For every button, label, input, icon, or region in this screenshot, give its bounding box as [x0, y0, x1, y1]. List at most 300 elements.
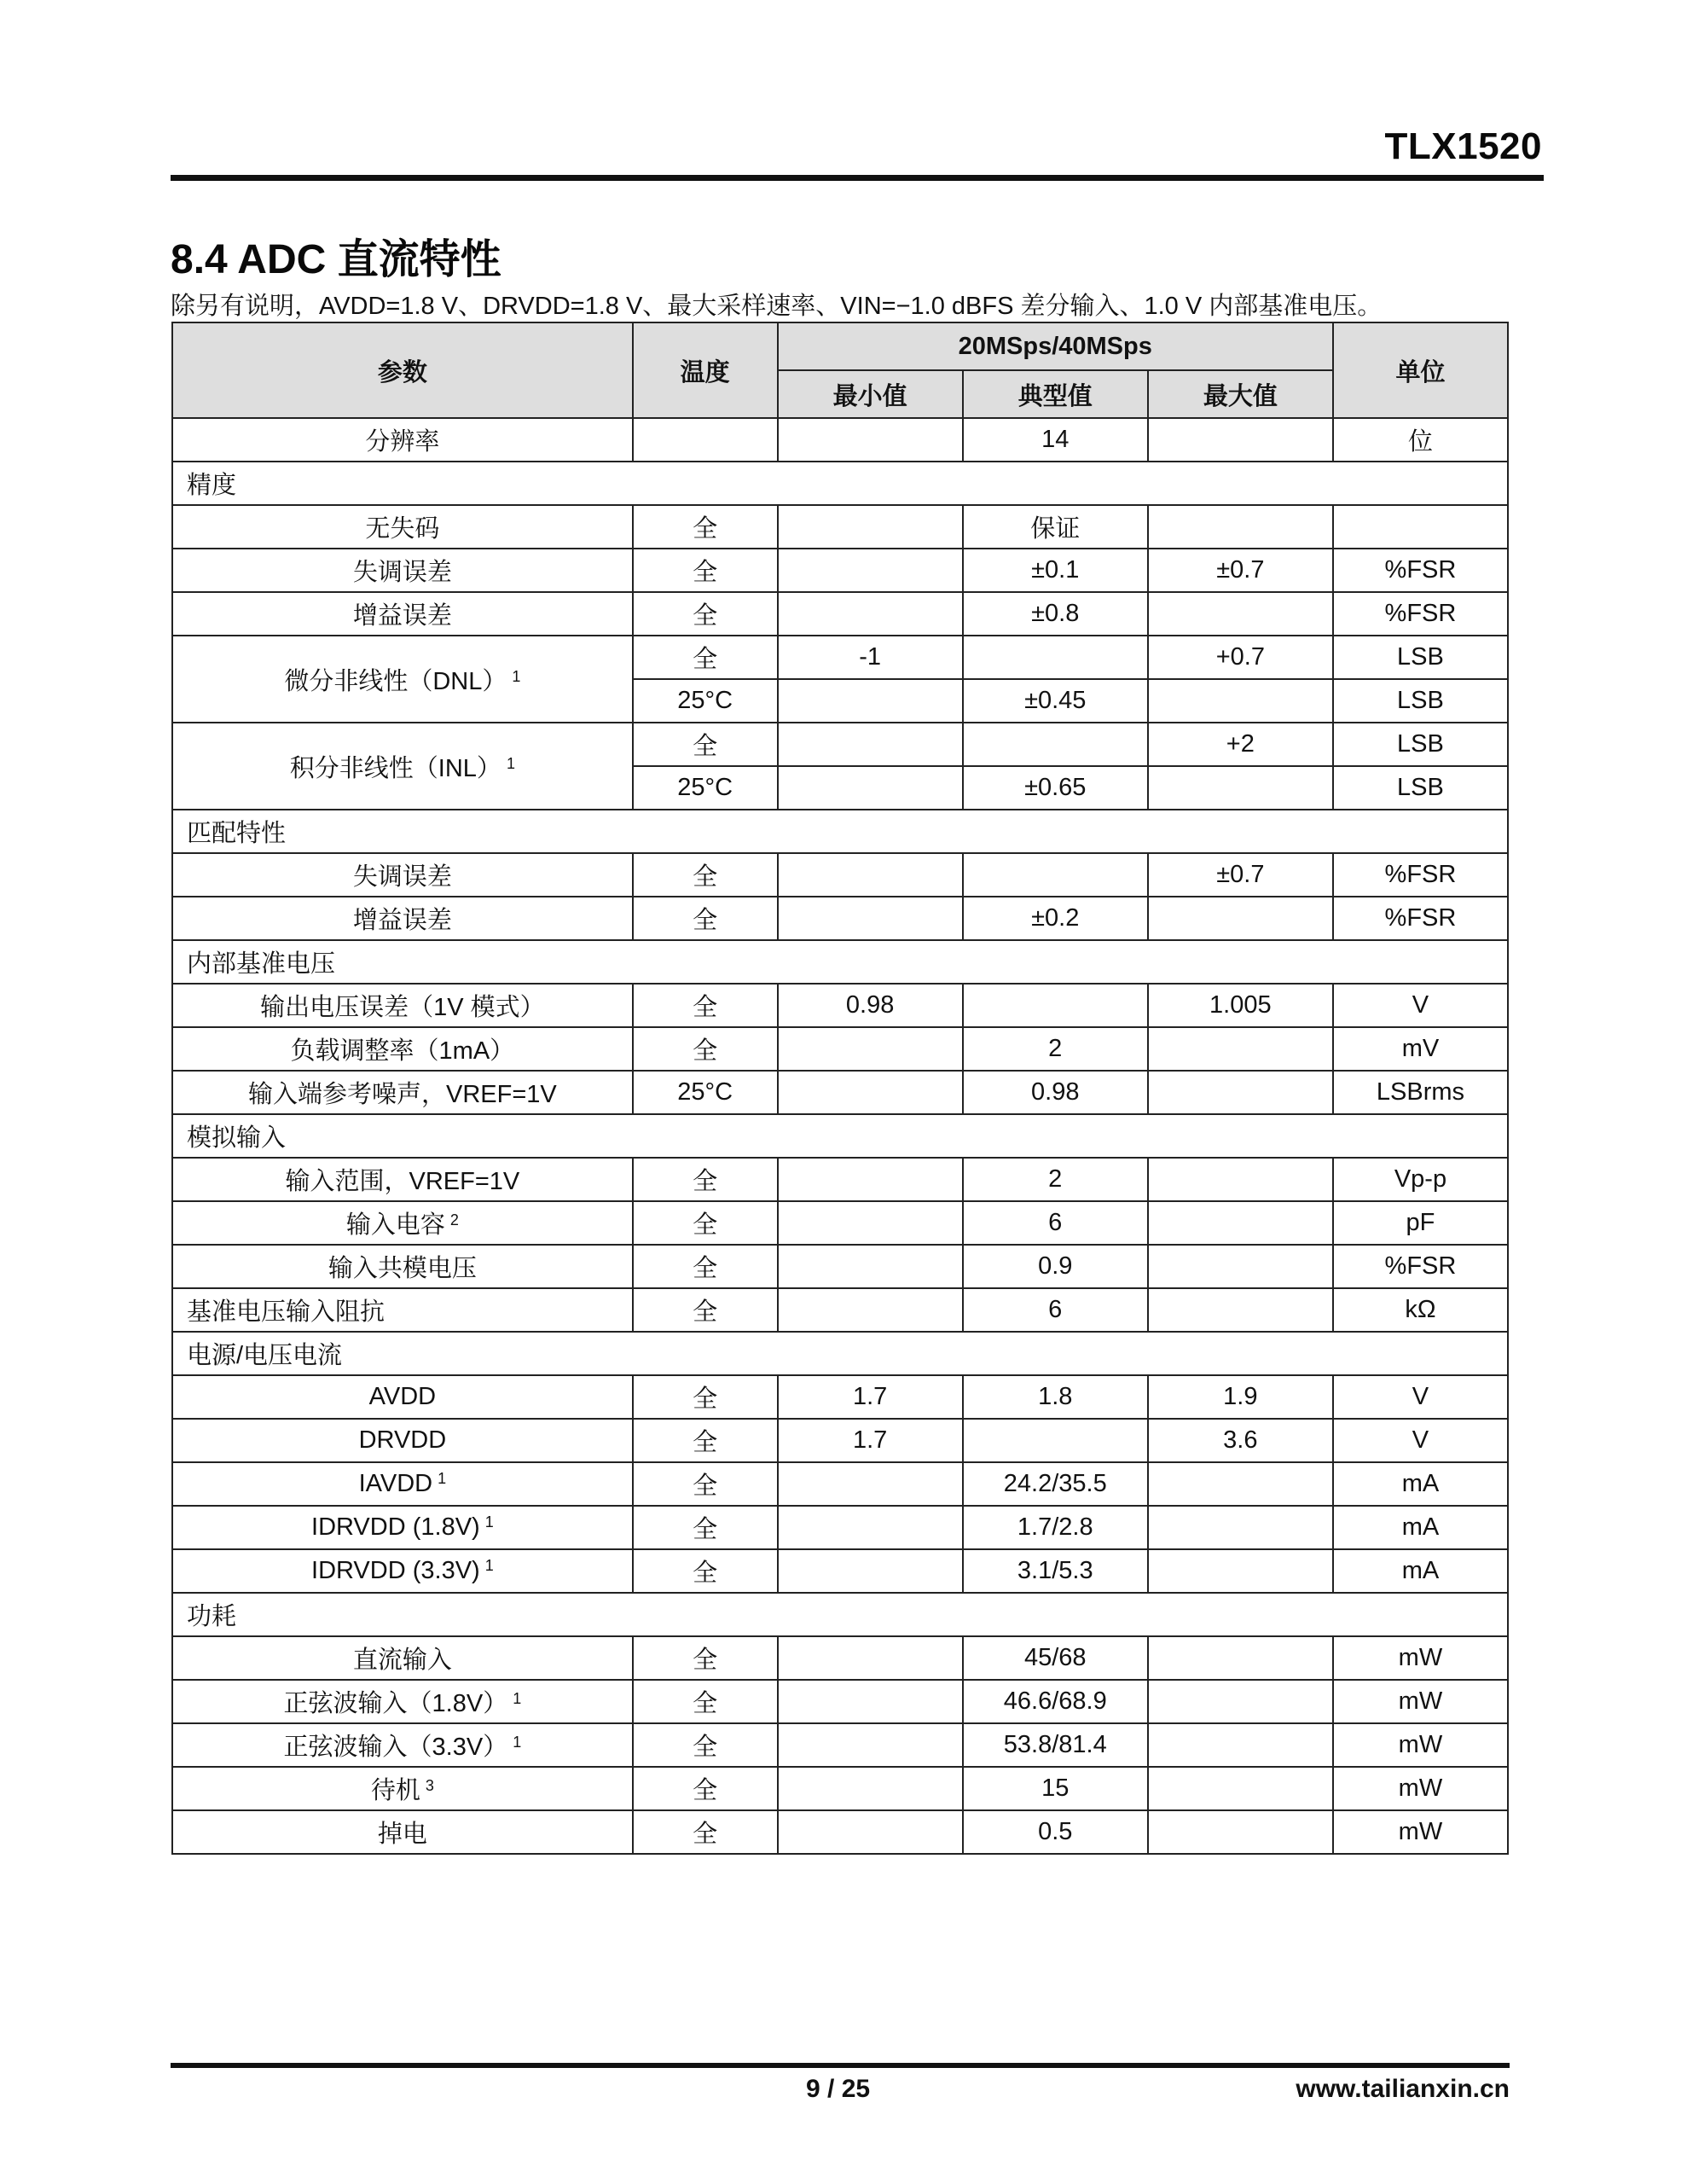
min-cell — [778, 1810, 963, 1854]
typ-cell — [963, 679, 1148, 723]
unit-cell — [1333, 1201, 1508, 1245]
max-cell — [1148, 1027, 1333, 1071]
typ-cell-text: 45/68 — [1023, 1644, 1087, 1671]
temp-cell — [633, 723, 778, 766]
section-row — [172, 940, 1508, 984]
typ-cell — [963, 1158, 1148, 1201]
typ-cell-text: 2 — [1048, 1165, 1063, 1193]
footnote-marker: 2 — [449, 1211, 459, 1228]
temp-cell — [633, 1245, 778, 1288]
footnote-marker: 1 — [513, 1734, 522, 1751]
min-cell-text: -1 — [859, 643, 882, 671]
footnote-marker: 1 — [513, 1690, 522, 1707]
param-cell-text: 输出电压误差（1V 模式） — [260, 994, 545, 1021]
temp-cell-text: 全 — [693, 1560, 718, 1587]
table-row — [172, 1419, 1508, 1462]
min-cell-text: 1.7 — [852, 1426, 888, 1454]
max-cell — [1148, 1810, 1333, 1854]
temp-cell-text: 全 — [693, 907, 718, 934]
param-cell — [172, 897, 633, 940]
typ-cell — [963, 723, 1148, 766]
param-cell-text: 待机 — [370, 1777, 420, 1804]
unit-cell — [1333, 1549, 1508, 1593]
typ-cell-text: 0.98 — [1031, 1078, 1080, 1106]
section-label — [172, 1593, 1508, 1636]
temp-cell-text: 全 — [693, 1385, 718, 1413]
max-cell — [1148, 723, 1333, 766]
typ-cell-text: 24.2/35.5 — [1003, 1470, 1107, 1497]
dc-characteristics-table — [171, 322, 1509, 1855]
param-cell — [172, 1375, 633, 1419]
temp-cell-text: 全 — [693, 1255, 718, 1282]
section-label-text: 功耗 — [187, 1603, 237, 1630]
temp-cell — [633, 1158, 778, 1201]
unit-cell — [1333, 1027, 1508, 1071]
max-cell-text: 1.005 — [1209, 991, 1272, 1019]
param-cell-text: 积分非线性（INL） — [289, 754, 501, 782]
typ-cell — [963, 1810, 1148, 1854]
unit-cell-text: LSB — [1397, 774, 1444, 801]
section-row — [172, 1593, 1508, 1636]
typ-cell-text: 14 — [1041, 426, 1070, 453]
temp-cell-text: 全 — [693, 515, 718, 543]
temp-cell — [633, 1506, 778, 1549]
table-row — [172, 984, 1508, 1027]
max-cell — [1148, 1723, 1333, 1767]
max-cell — [1148, 1767, 1333, 1810]
min-cell — [778, 1680, 963, 1723]
temp-cell — [633, 679, 778, 723]
section-label — [172, 1114, 1508, 1158]
typ-cell — [963, 636, 1148, 679]
unit-cell — [1333, 1419, 1508, 1462]
unit-cell-text: %FSR — [1384, 904, 1457, 932]
typ-cell — [963, 549, 1148, 592]
table-row — [172, 1375, 1508, 1419]
table-row — [172, 636, 1508, 679]
min-cell — [778, 636, 963, 679]
unit-cell — [1333, 984, 1508, 1027]
min-cell — [778, 1375, 963, 1419]
unit-cell — [1333, 505, 1508, 549]
unit-cell-text: mV — [1401, 1035, 1440, 1062]
table-row — [172, 853, 1508, 897]
table-row — [172, 1158, 1508, 1201]
param-cell-text: 输入端参考噪声，VREF=1V — [248, 1081, 557, 1108]
param-cell-text: IAVDD — [358, 1470, 433, 1497]
param-cell-text: AVDD — [368, 1383, 437, 1410]
table-header-row — [172, 322, 1508, 370]
param-cell-text: 微分非线性（DNL） — [284, 667, 507, 695]
max-cell — [1148, 1245, 1333, 1288]
unit-cell — [1333, 1245, 1508, 1288]
typ-cell-text: ±0.65 — [1024, 774, 1087, 801]
max-cell — [1148, 853, 1333, 897]
footnote-marker: 1 — [512, 667, 521, 685]
min-cell — [778, 1636, 963, 1680]
section-row — [172, 810, 1508, 853]
min-cell-text: 1.7 — [852, 1383, 888, 1410]
temp-cell — [633, 1027, 778, 1071]
unit-cell-text: V — [1412, 1383, 1429, 1410]
typ-cell — [963, 1375, 1148, 1419]
min-cell — [778, 1462, 963, 1506]
typ-cell — [963, 1201, 1148, 1245]
param-cell — [172, 1419, 633, 1462]
unit-cell-text: 位 — [1407, 428, 1433, 456]
unit-cell-text: mW — [1398, 1774, 1443, 1802]
unit-cell — [1333, 1158, 1508, 1201]
typ-cell — [963, 1071, 1148, 1114]
max-cell — [1148, 1375, 1333, 1419]
min-cell — [778, 679, 963, 723]
max-cell — [1148, 418, 1333, 462]
temp-cell — [633, 1549, 778, 1593]
max-cell — [1148, 549, 1333, 592]
max-cell-text: 3.6 — [1223, 1426, 1258, 1454]
temp-cell-text: 全 — [693, 559, 718, 586]
typ-cell-text: 46.6/68.9 — [1003, 1687, 1107, 1715]
typ-cell — [963, 1723, 1148, 1767]
max-cell-text: 1.9 — [1223, 1383, 1258, 1410]
temp-cell-text: 全 — [693, 1211, 718, 1239]
param-cell — [172, 636, 633, 723]
temp-cell — [633, 418, 778, 462]
header-group: 20MSps/40MSps — [778, 322, 1333, 370]
temp-cell — [633, 1462, 778, 1506]
param-cell — [172, 1201, 633, 1245]
section-row — [172, 1332, 1508, 1375]
section-row — [172, 462, 1508, 505]
unit-cell — [1333, 1288, 1508, 1332]
param-cell-text: 掉电 — [377, 1821, 427, 1848]
typ-cell — [963, 1767, 1148, 1810]
max-cell — [1148, 1549, 1333, 1593]
max-cell — [1148, 1201, 1333, 1245]
table-row — [172, 897, 1508, 940]
min-cell — [778, 1071, 963, 1114]
unit-cell — [1333, 549, 1508, 592]
param-cell — [172, 1680, 633, 1723]
unit-cell — [1333, 1680, 1508, 1723]
max-cell — [1148, 1071, 1333, 1114]
unit-cell — [1333, 766, 1508, 810]
footnote-marker: 1 — [484, 1557, 494, 1574]
unit-cell-text: mA — [1401, 1513, 1440, 1541]
unit-cell-text: LSB — [1397, 687, 1444, 714]
table-row — [172, 1071, 1508, 1114]
unit-cell — [1333, 1636, 1508, 1680]
footnote-marker: 1 — [484, 1513, 494, 1531]
temp-cell-text: 25°C — [677, 1078, 733, 1106]
unit-cell — [1333, 1071, 1508, 1114]
temp-cell-text: 全 — [693, 602, 718, 630]
param-cell — [172, 1723, 633, 1767]
section-label — [172, 1332, 1508, 1375]
table-row — [172, 418, 1508, 462]
typ-cell — [963, 766, 1148, 810]
section-label-text: 内部基准电压 — [187, 950, 336, 978]
param-cell — [172, 1636, 633, 1680]
section-label — [172, 462, 1508, 505]
unit-cell-text: LSB — [1397, 643, 1444, 671]
unit-cell — [1333, 853, 1508, 897]
unit-cell-text: mA — [1401, 1557, 1440, 1584]
temp-cell — [633, 1767, 778, 1810]
temp-cell-text: 全 — [693, 1516, 718, 1543]
param-cell-text: 输入共模电压 — [328, 1255, 477, 1282]
unit-cell-text: Vp-p — [1394, 1165, 1447, 1193]
param-cell — [172, 418, 633, 462]
min-cell — [778, 418, 963, 462]
unit-cell — [1333, 897, 1508, 940]
max-cell — [1148, 1506, 1333, 1549]
temp-cell-text: 全 — [693, 1647, 718, 1674]
unit-cell-text: mW — [1398, 1731, 1443, 1758]
header-max: 最大值 — [1148, 370, 1333, 418]
max-cell-text: +0.7 — [1215, 643, 1265, 671]
param-cell-text: 基准电压输入阻抗 — [187, 1298, 386, 1326]
min-cell — [778, 1506, 963, 1549]
param-cell-text: 无失码 — [365, 515, 440, 543]
unit-cell-text: pF — [1406, 1209, 1435, 1236]
min-cell — [778, 766, 963, 810]
temp-cell-text: 25°C — [677, 774, 733, 801]
param-cell — [172, 723, 633, 810]
temp-cell-text: 全 — [693, 1472, 718, 1500]
temp-cell-text: 全 — [693, 1734, 718, 1761]
param-cell-text: DRVDD — [358, 1426, 447, 1454]
typ-cell — [963, 1245, 1148, 1288]
max-cell — [1148, 679, 1333, 723]
typ-cell-text: 2 — [1048, 1035, 1063, 1062]
typ-cell — [963, 418, 1148, 462]
typ-cell-text: 15 — [1041, 1774, 1070, 1802]
max-cell — [1148, 897, 1333, 940]
table-row — [172, 1201, 1508, 1245]
unit-cell-text: %FSR — [1384, 861, 1457, 888]
typ-cell-text: 0.5 — [1038, 1818, 1073, 1845]
typ-cell-text: 0.9 — [1038, 1252, 1073, 1280]
max-cell — [1148, 1680, 1333, 1723]
typ-cell — [963, 984, 1148, 1027]
param-cell — [172, 549, 633, 592]
max-cell-text: ±0.7 — [1216, 861, 1265, 888]
temp-cell — [633, 1636, 778, 1680]
table-row — [172, 505, 1508, 549]
typ-cell — [963, 1462, 1148, 1506]
param-cell — [172, 505, 633, 549]
temp-cell — [633, 1419, 778, 1462]
param-cell — [172, 984, 633, 1027]
param-cell — [172, 1462, 633, 1506]
param-cell-text: 负载调整率（1mA） — [290, 1037, 515, 1065]
section-label-text: 电源/电压电流 — [187, 1342, 343, 1369]
typ-cell — [963, 1636, 1148, 1680]
max-cell — [1148, 592, 1333, 636]
temp-cell-text: 全 — [693, 646, 718, 673]
temp-cell — [633, 1201, 778, 1245]
header-typ: 典型值 — [963, 370, 1148, 418]
param-cell — [172, 592, 633, 636]
table-row — [172, 1506, 1508, 1549]
max-cell — [1148, 766, 1333, 810]
param-cell — [172, 1158, 633, 1201]
min-cell — [778, 549, 963, 592]
unit-cell-text: V — [1412, 991, 1429, 1019]
min-cell — [778, 1027, 963, 1071]
header-min: 最小值 — [778, 370, 963, 418]
param-cell-text: IDRVDD (1.8V) — [311, 1513, 480, 1541]
param-cell-text: 增益误差 — [352, 602, 452, 630]
typ-cell-text: 保证 — [1030, 515, 1081, 543]
unit-cell — [1333, 636, 1508, 679]
temp-cell-text: 全 — [693, 1298, 718, 1326]
max-cell — [1148, 1636, 1333, 1680]
param-cell-text: IDRVDD (3.3V) — [311, 1557, 480, 1584]
min-cell — [778, 1723, 963, 1767]
temp-cell-text: 25°C — [677, 687, 733, 714]
table-row — [172, 723, 1508, 766]
section-row — [172, 1114, 1508, 1158]
section-label-text: 模拟输入 — [187, 1124, 287, 1152]
document-title: TLX1520 — [1384, 125, 1542, 167]
typ-cell-text: ±0.1 — [1031, 556, 1080, 584]
typ-cell — [963, 897, 1148, 940]
param-cell — [172, 1767, 633, 1810]
unit-cell-text: mW — [1398, 1644, 1443, 1671]
unit-cell-text: mA — [1401, 1470, 1440, 1497]
max-cell-text: ±0.7 — [1216, 556, 1265, 584]
typ-cell — [963, 1506, 1148, 1549]
table-row — [172, 592, 1508, 636]
param-cell-text: 增益误差 — [352, 907, 452, 934]
section-title: 8.4 ADC 直流特性 — [171, 237, 501, 282]
param-cell — [172, 853, 633, 897]
typ-cell-text: 3.1/5.3 — [1017, 1557, 1093, 1584]
min-cell — [778, 592, 963, 636]
min-cell — [778, 984, 963, 1027]
min-cell-text: 0.98 — [845, 991, 895, 1019]
min-cell — [778, 723, 963, 766]
temp-cell-text: 全 — [693, 863, 718, 891]
footnote-marker: 1 — [506, 754, 515, 772]
max-cell-text: +2 — [1226, 730, 1255, 758]
min-cell — [778, 1201, 963, 1245]
temp-cell — [633, 1723, 778, 1767]
unit-cell — [1333, 1375, 1508, 1419]
section-label — [172, 940, 1508, 984]
unit-cell — [1333, 1723, 1508, 1767]
typ-cell — [963, 505, 1148, 549]
unit-cell — [1333, 1462, 1508, 1506]
section-label — [172, 810, 1508, 853]
param-cell — [172, 1506, 633, 1549]
temp-cell — [633, 853, 778, 897]
param-cell-text: 直流输入 — [352, 1647, 452, 1674]
param-cell — [172, 1245, 633, 1288]
max-cell — [1148, 1462, 1333, 1506]
unit-cell-text: mW — [1398, 1818, 1443, 1845]
unit-cell — [1333, 1767, 1508, 1810]
unit-cell-text: LSB — [1397, 730, 1444, 758]
table-row — [172, 549, 1508, 592]
header-param: 参数 — [172, 322, 633, 418]
temp-cell — [633, 897, 778, 940]
table-row — [172, 1636, 1508, 1680]
param-cell-text: 失调误差 — [352, 863, 452, 891]
typ-cell — [963, 1549, 1148, 1593]
typ-cell — [963, 1288, 1148, 1332]
max-cell — [1148, 636, 1333, 679]
typ-cell — [963, 1419, 1148, 1462]
typ-cell — [963, 853, 1148, 897]
param-cell — [172, 1027, 633, 1071]
unit-cell — [1333, 679, 1508, 723]
unit-cell — [1333, 1506, 1508, 1549]
param-cell-text: 输入电容 — [345, 1211, 445, 1239]
min-cell — [778, 1549, 963, 1593]
table-row — [172, 1288, 1508, 1332]
temp-cell — [633, 984, 778, 1027]
typ-cell-text: ±0.2 — [1031, 904, 1080, 932]
header-divider — [171, 175, 1544, 181]
typ-cell — [963, 592, 1148, 636]
min-cell — [778, 1245, 963, 1288]
temp-cell-text: 全 — [693, 733, 718, 760]
temp-cell — [633, 1071, 778, 1114]
footnote-marker: 3 — [425, 1777, 434, 1794]
page-number: 9 / 25 — [806, 2075, 871, 2103]
website-link[interactable]: www.tailianxin.cn — [1296, 2075, 1510, 2103]
section-label-text: 精度 — [187, 472, 237, 499]
temp-cell — [633, 1810, 778, 1854]
temp-cell-text: 全 — [693, 1777, 718, 1804]
footer-divider — [171, 2063, 1510, 2068]
header-temp: 温度 — [633, 322, 778, 418]
param-cell-text: 输入范围，VREF=1V — [285, 1168, 520, 1195]
unit-cell — [1333, 1810, 1508, 1854]
typ-cell — [963, 1680, 1148, 1723]
temp-cell-text: 全 — [693, 1821, 718, 1848]
table-row — [172, 1027, 1508, 1071]
param-cell — [172, 1810, 633, 1854]
table-row — [172, 1680, 1508, 1723]
temp-cell — [633, 1288, 778, 1332]
typ-cell-text: ±0.8 — [1031, 600, 1080, 627]
max-cell — [1148, 1158, 1333, 1201]
unit-cell-text: V — [1412, 1426, 1429, 1454]
min-cell — [778, 1767, 963, 1810]
table-row — [172, 1767, 1508, 1810]
unit-cell-text: %FSR — [1384, 1252, 1457, 1280]
min-cell — [778, 1419, 963, 1462]
temp-cell — [633, 1680, 778, 1723]
table-row — [172, 1810, 1508, 1854]
temp-cell — [633, 592, 778, 636]
unit-cell-text: LSBrms — [1376, 1078, 1465, 1106]
param-cell — [172, 1549, 633, 1593]
typ-cell-text: 6 — [1048, 1296, 1063, 1323]
unit-cell — [1333, 418, 1508, 462]
typ-cell-text: ±0.45 — [1024, 687, 1087, 714]
unit-cell-text: kΩ — [1405, 1296, 1436, 1323]
temp-cell-text: 全 — [693, 1690, 718, 1717]
min-cell — [778, 853, 963, 897]
min-cell — [778, 1158, 963, 1201]
footnote-marker: 1 — [438, 1470, 447, 1487]
typ-cell — [963, 1027, 1148, 1071]
